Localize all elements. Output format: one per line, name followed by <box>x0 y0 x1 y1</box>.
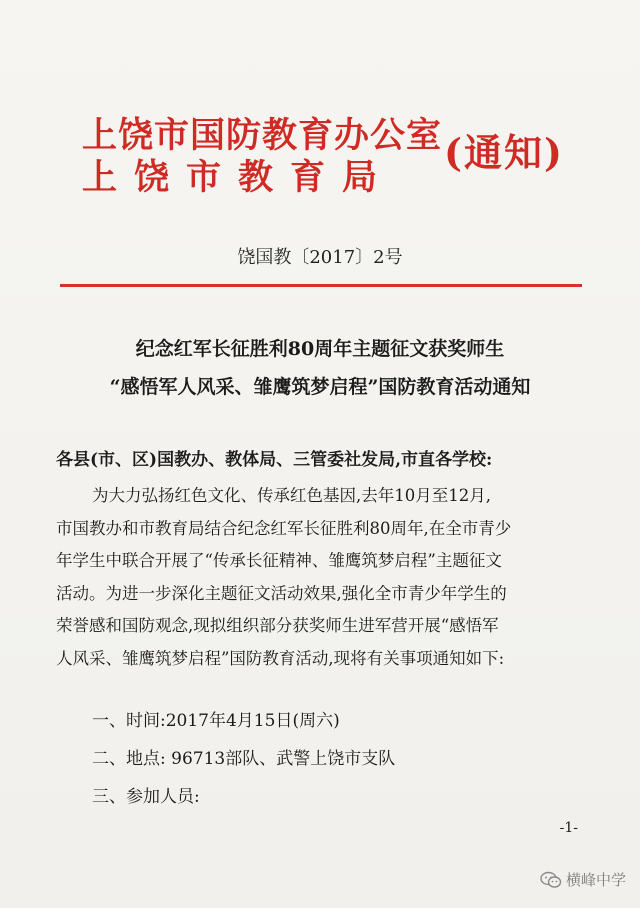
list-item-participants: 三、参加人员: <box>92 787 200 807</box>
issuer-name-line1: 上饶市国防教育办公室 <box>82 115 443 156</box>
body-paragraph <box>56 480 592 675</box>
document-number: 饶国教〔2017〕2号 <box>237 247 403 268</box>
wechat-watermark <box>540 869 626 890</box>
wechat-icon <box>540 871 562 889</box>
list-item-time: 一、时间:2017年4月15日(周六) <box>92 711 340 731</box>
body-line: 市国教办和市教育局结合纪念红军长征胜利80周年,在全市青少 <box>56 518 512 538</box>
body-line: 活动。为进一步深化主题征文活动效果,强化全市青少年学生的 <box>56 583 507 603</box>
body-line: 荣誉感和国防观念,现拟组织部分获奖师生进军营开展“感悟军 <box>56 616 499 635</box>
list-item-location: 二、地点: 96713部队、武警上饶市支队 <box>92 749 396 769</box>
page-number: -1- <box>559 820 578 836</box>
salutation: 各县(市、区)国教办、教体局、三管委社发局,市直各学校: <box>56 450 493 470</box>
document-title-line1: 纪念红军长征胜利80周年主题征文获奖师生 <box>135 338 505 360</box>
notice-label: (通知) <box>444 130 564 175</box>
watermark-text: 横峰中学 <box>565 871 626 889</box>
document-title-line2: “感悟军人风采、雏鹰筑梦启程”国防教育活动通知 <box>109 376 531 398</box>
body-line: 年学生中联合开展了“传承长征精神、雏鹰筑梦启程”主题征文 <box>56 551 502 570</box>
issuer-name-line2: 上饶市教育局 <box>82 157 395 198</box>
body-line: 人风采、雏鹰筑梦启程”国防教育活动,现将有关事项通知如下: <box>56 648 505 668</box>
body-line: 为大力弘扬红色文化、传承红色基因,去年10月至12月, <box>92 486 491 505</box>
red-divider <box>60 284 582 287</box>
